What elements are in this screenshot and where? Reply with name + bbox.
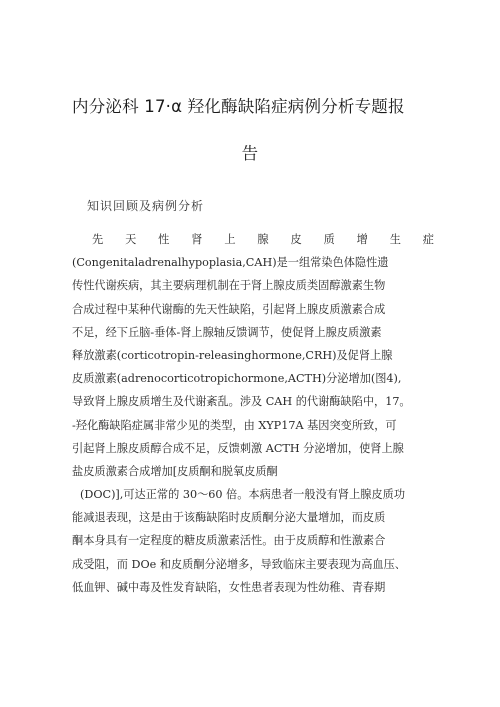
body-line-5: 不足，经下丘脑-垂体-肾上腺轴反馈调节，使促肾上腺皮质激素 xyxy=(72,325,382,339)
body-line-15: 成受阻，而 DOe 和皮质酮分泌增多，导致临床主要表现为高血压、 xyxy=(72,557,406,571)
body-line-13: 能减退表现，这是由于该酶缺陷时皮质酮分泌大量增加，而皮质 xyxy=(72,511,386,525)
body-line-12: (DOC)],可达正常的 30～60 倍。本病患者一般没有肾上腺皮质功 xyxy=(80,488,406,502)
body-line-3: 传性代谢疾病，其主要病理机制在于肾上腺皮质类固醇激素生物 xyxy=(72,279,386,293)
body-line-1: 先 天 性 肾 上 腺 皮 质 增 生 症 xyxy=(92,233,434,246)
body-line-11: 盐皮质激素合成增加[皮质酮和脱氧皮质酮 xyxy=(72,464,278,478)
body-paragraph xyxy=(72,228,434,599)
body-line-10: 引起肾上腺皮质醇合成不足，反馈刺激 ACTH 分泌增加，使肾上腺 xyxy=(72,441,404,455)
body-line-9: -羟化酶缺陷症属非常少见的类型，由 XYP17A 基因突变所致，可 xyxy=(72,418,397,432)
body-line-16: 低血钾、碱中毒及性发育缺陷，女性患者表现为性幼稚、青春期 xyxy=(72,580,386,594)
body-line-8: 导致肾上腺皮质增生及代谢紊乱。涉及 CAH 的代谢酶缺陷中，17。 xyxy=(72,395,411,409)
body-line-6: 释放激素(corticotropin-releasinghormone,CRH)及促肾上腺 xyxy=(72,348,393,362)
section-subheading: 知识回顾及病例分析 xyxy=(87,199,205,213)
document-title-line-2: 告 xyxy=(241,144,259,163)
body-line-2: (Congenitaladrenalhypoplasia,CAH)是一组常染色体隐性遗 xyxy=(72,256,389,270)
body-line-14: 酮本身具有一定程度的糖皮质激素活性。由于皮质醇和性激素合 xyxy=(72,534,386,548)
body-line-4: 合成过程中某种代谢酶的先天性缺陷，引起肾上腺皮质激素合成 xyxy=(72,302,386,316)
body-line-7: 皮质激素(adrenocorticotropichormone,ACTH)分泌增加(图4), xyxy=(72,372,402,386)
document-title-line-1: 内分泌科 17·α 羟化酶缺陷症病例分析专题报 xyxy=(72,97,405,116)
